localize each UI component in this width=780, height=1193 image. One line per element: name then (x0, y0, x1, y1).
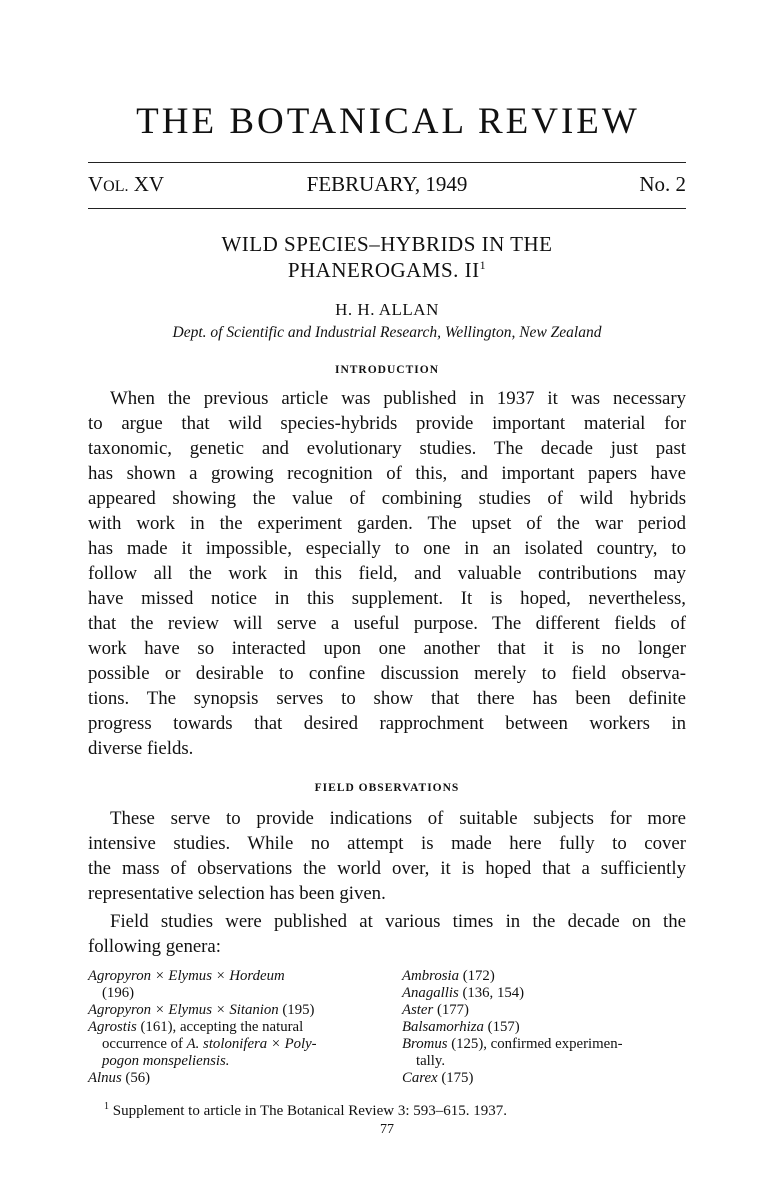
genus-entry-continuation (402, 1053, 702, 1070)
section-heading-field-observations: FIELD OBSERVATIONS (314, 782, 460, 794)
genus-name: Carex (402, 1070, 438, 1086)
genus-reference: (157) (487, 1019, 520, 1035)
genus-note: occurrence of (102, 1036, 183, 1052)
genus-reference: (161), accepting the natural (140, 1019, 304, 1035)
text-line: with work in the experiment garden. The upset of the war period (88, 513, 686, 534)
field-observations-paragraph (88, 806, 686, 906)
genus-reference: (136, 154) (462, 985, 525, 1001)
genus-name: Anagallis (402, 985, 459, 1001)
volume-prefix: V (88, 172, 104, 196)
genus-entry (88, 1002, 388, 1019)
affiliation: Dept. of Scientific and Industrial Research, Wellington, New Zealand (172, 324, 602, 341)
genus-name: Alnus (88, 1070, 122, 1086)
genus-name: Ambrosia (402, 968, 459, 984)
genus-reference: (125), confirmed experimen- (451, 1036, 623, 1052)
text-line: possible or desirable to confine discussion merely to field observa- (88, 663, 686, 684)
article-title-line-1: WILD SPECIES–HYBRIDS IN THE (221, 232, 553, 256)
text-line: These serve to provide indications of suitable subjects for more (110, 808, 686, 829)
issue-date: FEBRUARY, 1949 (306, 172, 468, 196)
text-line: that the review will serve a useful purpose. The different fields of (88, 613, 686, 634)
genus-entry-continuation (88, 985, 388, 1002)
issue-line (88, 172, 686, 202)
genus-reference: (195) (282, 1002, 315, 1018)
genus-reference: (175) (441, 1070, 474, 1086)
genus-name: Agropyron × Elymus × Sitanion (88, 1002, 279, 1018)
article-title-line-2 (88, 258, 686, 283)
text-line: have missed notice in this supplement. It is hoped, nevertheless, (88, 588, 686, 609)
genus-name: A. stolonifera × Poly- (186, 1036, 317, 1052)
text-line: representative selection has been given. (88, 883, 386, 904)
genera-list-right (402, 968, 702, 1087)
genus-entry (88, 1070, 388, 1087)
volume-number: XV (133, 172, 165, 196)
genus-name: Balsamorhiza (402, 1019, 484, 1035)
page-number: 77 (380, 1122, 394, 1137)
footnote (104, 1101, 684, 1120)
text-line: progress towards that desired rapprochment between workers in (88, 713, 686, 734)
genus-reference: (56) (125, 1070, 151, 1086)
genus-entry (402, 1019, 702, 1036)
issue-number: No. 2 (639, 172, 686, 196)
genus-reference: (172) (462, 968, 495, 984)
introduction-paragraph (88, 386, 686, 761)
text-line: tions. The synopsis serves to show that there has been definite (88, 688, 686, 709)
header-rule-bottom (88, 208, 686, 209)
genus-entry-continuation (88, 1036, 388, 1053)
genus-entry (402, 1070, 702, 1087)
text-line: When the previous article was published in 1937 it was necessary (110, 388, 686, 409)
genus-name: Aster (402, 1002, 434, 1018)
genus-name: pogon monspeliensis. (102, 1053, 230, 1069)
genus-note: tally. (416, 1053, 446, 1069)
footnote-mark: 1 (104, 1101, 109, 1112)
genus-name: Agrostis (88, 1019, 137, 1035)
text-line: to argue that wild species-hybrids provide important material for (88, 413, 686, 434)
section-heading-introduction: INTRODUCTION (334, 364, 439, 376)
volume-smallcaps: OL. (103, 178, 129, 195)
text-line: appeared showing the value of combining studies of wild hybrids (88, 488, 686, 509)
genus-entry (402, 985, 702, 1002)
text-line: diverse fields. (88, 738, 194, 759)
journal-title: THE BOTANICAL REVIEW (136, 101, 640, 142)
genus-entry (402, 1002, 702, 1019)
footnote-text: Supplement to article in The Botanical Review 3: 593–615. 1937. (112, 1103, 507, 1119)
genus-entry (402, 1036, 702, 1053)
text-line: work have so interacted upon one another that it is no longer (88, 638, 686, 659)
genus-entry-continuation (88, 1053, 388, 1070)
genus-reference: (196) (102, 985, 135, 1001)
text-line: the mass of observations the world over, it is hoped that a sufficiently (88, 858, 686, 879)
author: H. H. ALLAN (335, 300, 439, 319)
genera-intro-paragraph (88, 909, 686, 959)
text-line: Field studies were published at various times in the decade on the (110, 911, 686, 932)
genus-name: Bromus (402, 1036, 448, 1052)
genus-name: Agropyron × Elymus × Hordeum (88, 968, 285, 984)
header-rule-top (88, 162, 686, 163)
text-line: follow all the work in this field, and valuable contributions may (88, 563, 686, 584)
text-line: has made it impossible, especially to one in an isolated country, to (88, 538, 686, 559)
genera-list-left (88, 968, 388, 1087)
article-title-text: PHANEROGAMS. II (287, 258, 480, 282)
genus-entry (88, 968, 388, 985)
title-footnote-mark: 1 (479, 258, 487, 272)
genus-reference: (177) (436, 1002, 469, 1018)
text-line: intensive studies. While no attempt is made here fully to cover (88, 833, 686, 854)
genus-entry (402, 968, 702, 985)
text-line: has shown a growing recognition of this, and important papers have (88, 463, 686, 484)
genus-entry (88, 1019, 388, 1036)
text-line: taxonomic, genetic and evolutionary studies. The decade just past (88, 438, 686, 459)
text-line: following genera: (88, 936, 221, 957)
